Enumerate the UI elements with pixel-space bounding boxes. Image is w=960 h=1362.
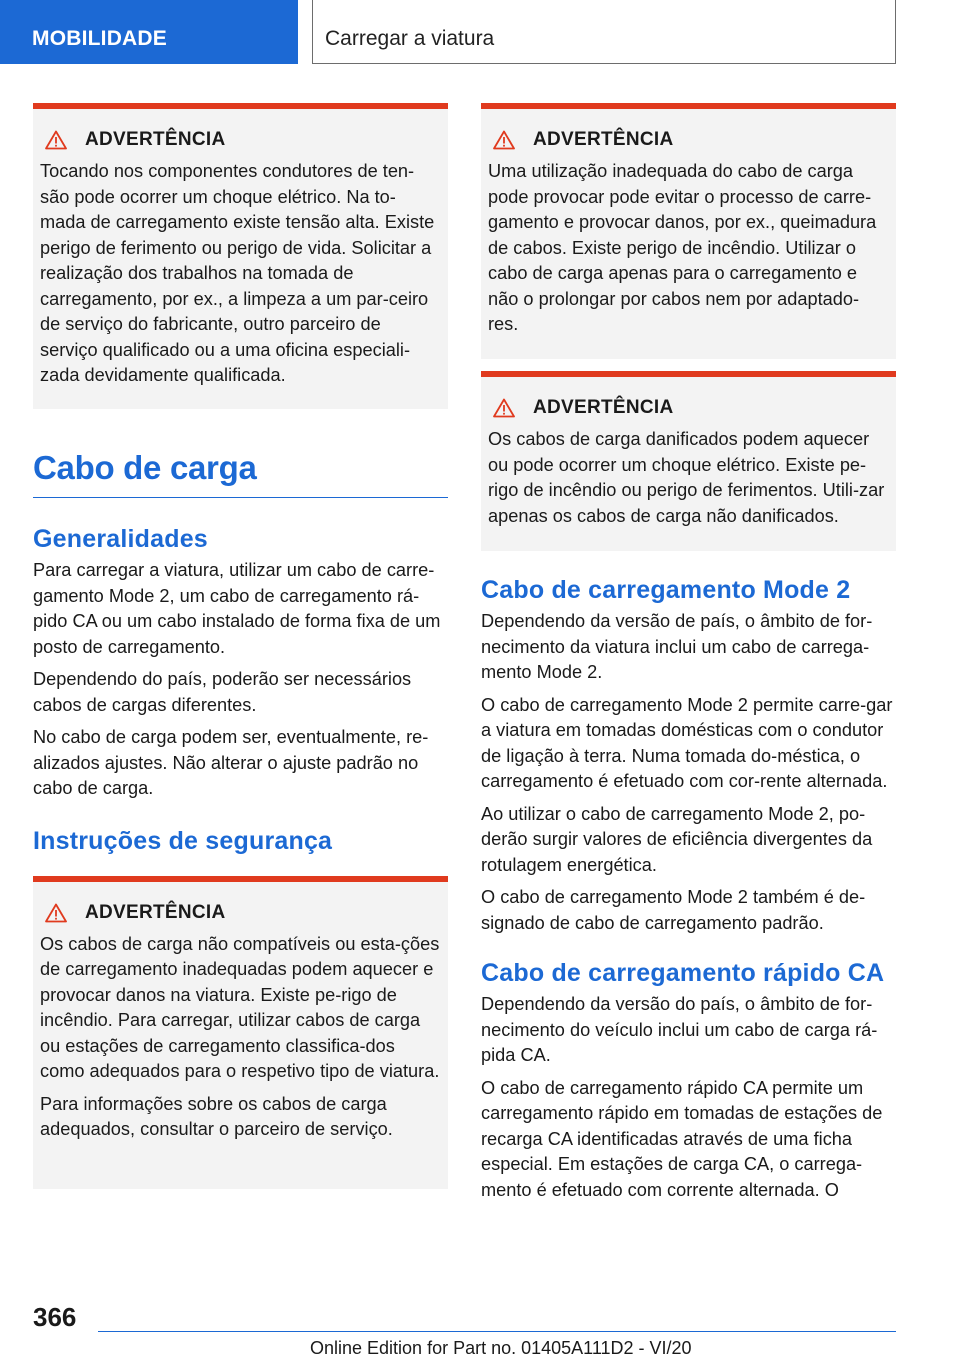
paragraph: O cabo de carregamento rápido CA permite um carregamento rápido em tomadas de estações de recarga CA identificadas através de uma ficha especial. Em estações de carga CA, o carrega-mento é efetuado com corrente alternada. O — [481, 1077, 883, 1200]
page-number: 366 — [33, 1302, 77, 1332]
left-column — [33, 103, 448, 1189]
paragraph: O cabo de carregamento Mode 2 permite carre-gar a viatura em tomadas domésticas com o condutor de ligação à terra. Numa tomada do-méstica, o carregamento é efetuado com cor-rente alternada. — [481, 694, 893, 791]
warning-title-text: ADVERTÊNCIA — [533, 129, 674, 150]
paragraph: No cabo de carga podem ser, eventualmente, re-alizados ajustes. Não alterar o ajuste padrão no cabo de carga. — [33, 727, 429, 798]
chapter-title: Carregar a viatura — [312, 0, 896, 64]
warning-title-text: ADVERTÊNCIA — [85, 901, 226, 923]
warning-triangle-icon — [493, 398, 515, 418]
warning-text: Os cabos de carga danificados podem aquecer ou pode ocorrer um choque elétrico. Existe pe-rigo de incêndio ou perigo de ferimentos. Utili-zar apenas os cabos de carga não danificados. — [488, 429, 885, 526]
paragraph: Dependendo da versão do país, o âmbito de for-necimento do veículo inclui um cabo de carga rá-pida CA. — [481, 994, 878, 1065]
paragraph: Ao utilizar o cabo de carregamento Mode 2, po-derão surgir valores de eficiência divergentes da rotulagem energética. — [481, 803, 873, 875]
warning-title — [45, 902, 441, 924]
right-column — [481, 103, 896, 1210]
subsection-title-generalidades: Generalidades — [33, 525, 208, 553]
warning-triangle-icon — [493, 130, 515, 150]
warning-triangle-icon — [45, 903, 67, 923]
paragraph: Para carregar a viatura, utilizar um cabo de carre-gamento Mode 2, um cabo de carregamento rá-pido CA ou um cabo instalado de forma fixa de um posto de carregamento. — [33, 560, 441, 657]
subsection-title-rapido-ca: Cabo de carregamento rápido CA — [481, 959, 885, 987]
warning-title — [493, 129, 889, 151]
footer-divider — [98, 1331, 896, 1332]
paragraph: Dependendo do país, poderão ser necessários cabos de cargas diferentes. — [33, 669, 412, 715]
warning-text: Para informações sobre os cabos de carga adequados, consultar o parceiro de serviço. — [40, 1093, 393, 1139]
warning-box — [481, 103, 896, 359]
warning-text: Uma utilização inadequada do cabo de carga pode provocar pode evitar o processo de carre-gamento e provocar danos, por ex., queimadura de cabos. Existe perigo de incêndio. Utilizar o cabo de carga apenas para o carregamento e não o prolongar por cabos nem por adaptado-res. — [488, 161, 877, 334]
warning-text: Os cabos de carga não compatíveis ou esta-ções de carregamento inadequadas podem aquecer e provocar danos na viatura. Existe pe-rigo de incêndio. Para carregar, utilizar cabos de carga ou estações de carregamento classifica-dos como adequados para o respetivo tipo de viatura. — [40, 933, 440, 1081]
warning-text: Tocando nos componentes condutores de ten-são pode ocorrer um choque elétrico. Na to-mada de carregamento existe tensão alta. Existe perigo de ferimento ou perigo de vida. Solicitar a realização dos trabalhos na tomada de carregamento, por ex., a limpeza a um par-ceiro de serviço do fabricante, outro parceiro de serviço qualificado ou a uma oficina especiali-zada devidamente qualificada. — [40, 161, 435, 385]
footer-edition: Online Edition for Part no. 01405A111D2 - VI/20 — [310, 1338, 692, 1358]
section-title: Cabo de carga — [33, 449, 448, 498]
section-tab: MOBILIDADE — [0, 0, 298, 64]
warning-box — [481, 371, 896, 551]
warning-title — [493, 397, 889, 419]
paragraph: Dependendo da versão de país, o âmbito de for-necimento da viatura inclui um cabo de carrega-mento Mode 2. — [481, 611, 873, 682]
warning-title-text: ADVERTÊNCIA — [85, 129, 226, 150]
subsection-title-seguranca: Instruções de segurança — [33, 826, 333, 855]
warning-box — [33, 876, 448, 1189]
warning-title-text: ADVERTÊNCIA — [533, 397, 674, 418]
warning-title — [45, 129, 441, 151]
warning-box — [33, 103, 448, 409]
subsection-title-mode2: Cabo de carregamento Mode 2 — [481, 576, 851, 604]
paragraph: O cabo de carregamento Mode 2 também é de-signado de cabo de carregamento padrão. — [481, 887, 866, 933]
warning-triangle-icon — [45, 130, 67, 150]
